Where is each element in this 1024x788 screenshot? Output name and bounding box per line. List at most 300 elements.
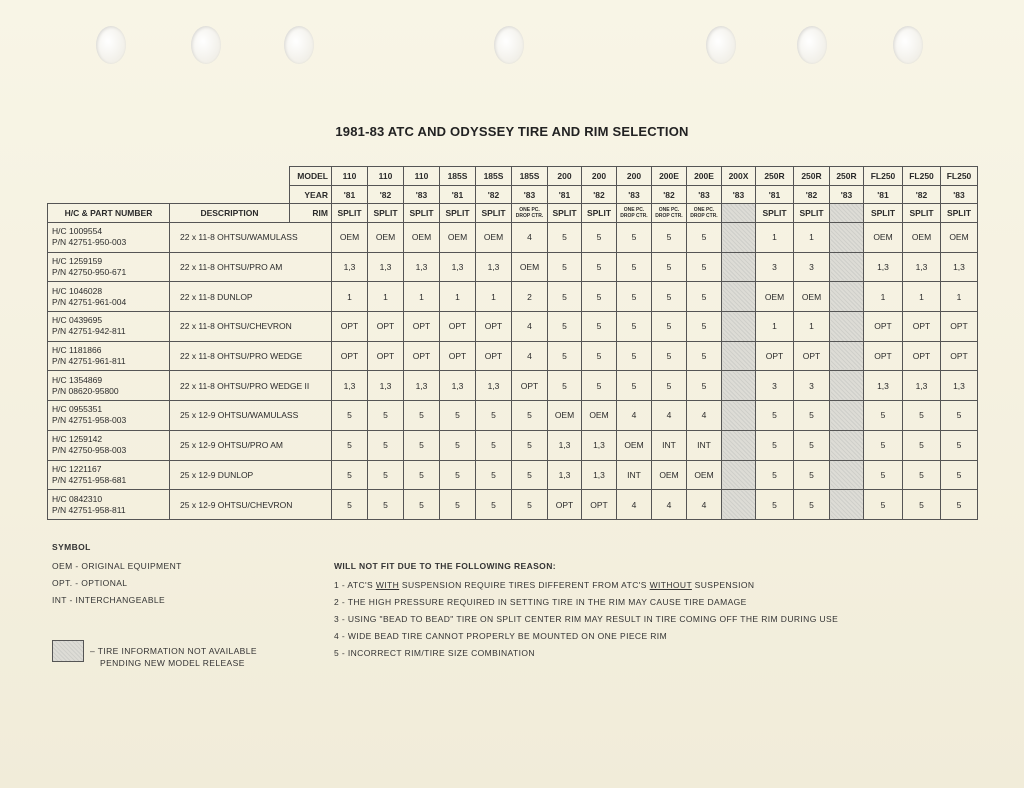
fit-cell: 5: [941, 430, 978, 460]
punch-hole: [494, 26, 524, 64]
rim-cell: SPLIT: [756, 204, 794, 223]
fit-cell: 5: [368, 430, 404, 460]
fit-cell: 4: [617, 401, 652, 431]
pn-number: P/N 08620-95800: [52, 385, 119, 396]
table-row: [48, 223, 978, 253]
fit-cell: OPT: [368, 341, 404, 371]
fit-cell: OPT: [548, 490, 582, 520]
fit-cell: 5: [941, 490, 978, 520]
table-row: [48, 401, 978, 431]
fit-cell: 5: [617, 252, 652, 282]
punch-hole: [284, 26, 314, 64]
tire-rim-table: [47, 166, 978, 520]
rim-cell: ONE PC. DROP CTR.: [617, 204, 652, 223]
rim-cell: SPLIT: [864, 204, 903, 223]
fit-cell: [830, 252, 864, 282]
fit-cell: 5: [652, 371, 687, 401]
fit-cell: 5: [617, 282, 652, 312]
fit-cell: 5: [548, 223, 582, 253]
fit-cell: 1,3: [404, 252, 440, 282]
fit-cell: OPT: [404, 312, 440, 342]
description-cell: 22 x 11-8 OHTSU/PRO WEDGE II: [170, 371, 332, 401]
fit-cell: 1: [864, 282, 903, 312]
fit-cell: 1,3: [941, 252, 978, 282]
year-cell: '81: [864, 186, 903, 204]
fit-cell: 5: [756, 401, 794, 431]
year-cell: '81: [332, 186, 368, 204]
fit-cell: 5: [368, 460, 404, 490]
fit-cell: 5: [794, 401, 830, 431]
fit-cell: 5: [582, 341, 617, 371]
reason-2: 2 - THE HIGH PRESSURE REQUIRED IN SETTING TIRE IN THE RIM MAY CAUSE TIRE DAMAGE: [334, 597, 747, 607]
fit-cell: [830, 401, 864, 431]
fit-cell: [722, 223, 756, 253]
model-cell: 110: [404, 167, 440, 186]
fit-cell: 1: [903, 282, 941, 312]
part-number-cell: [48, 460, 170, 490]
fit-cell: OPT: [582, 490, 617, 520]
fit-cell: 5: [404, 430, 440, 460]
fit-cell: INT: [617, 460, 652, 490]
punch-hole: [893, 26, 923, 64]
fit-cell: OPT: [476, 341, 512, 371]
year-cell: '82: [903, 186, 941, 204]
fit-cell: 1: [756, 312, 794, 342]
fit-cell: 1,3: [440, 371, 476, 401]
legend-item-oem: OEM - ORIGINAL EQUIPMENT: [52, 561, 182, 571]
fit-cell: 5: [687, 341, 722, 371]
fit-cell: OPT: [903, 341, 941, 371]
fit-cell: 5: [864, 490, 903, 520]
hc-number: H/C 1259159: [52, 256, 103, 267]
fit-cell: 5: [582, 223, 617, 253]
fit-cell: 3: [756, 371, 794, 401]
fit-cell: 5: [548, 282, 582, 312]
rim-cell: [830, 204, 864, 223]
fit-cell: [722, 371, 756, 401]
part-number-cell: [48, 282, 170, 312]
hc-number: H/C 1221167: [52, 463, 102, 474]
legend-item-int: INT - INTERCHANGEABLE: [52, 595, 166, 605]
hc-number: H/C 0842310: [52, 493, 103, 504]
fit-cell: 5: [756, 430, 794, 460]
description-cell: 22 x 11-8 OHTSU/WAMULASS: [170, 223, 332, 253]
table-row: [48, 312, 978, 342]
rim-cell: [722, 204, 756, 223]
hc-number: H/C 1009554: [52, 226, 103, 237]
fit-cell: [830, 341, 864, 371]
model-cell: 250R: [794, 167, 830, 186]
fit-cell: 4: [687, 490, 722, 520]
year-cell: '82: [652, 186, 687, 204]
fit-cell: 5: [903, 460, 941, 490]
reasons-title: WILL NOT FIT DUE TO THE FOLLOWING REASON:: [334, 561, 556, 571]
description-cell: 22 x 11-8 OHTSU/CHEVRON: [170, 312, 332, 342]
fit-cell: 1: [404, 282, 440, 312]
reason-4: 4 - WIDE BEAD TIRE CANNOT PROPERLY BE MOUNTED ON ONE PIECE RIM: [334, 631, 668, 641]
part-number-cell: [48, 312, 170, 342]
fit-cell: 1,3: [582, 460, 617, 490]
fit-cell: 5: [548, 341, 582, 371]
year-cell: '81: [548, 186, 582, 204]
model-cell: 185S: [440, 167, 476, 186]
year-cell: '81: [440, 186, 476, 204]
fit-cell: 5: [794, 430, 830, 460]
fit-cell: 5: [794, 490, 830, 520]
year-label: YEAR: [290, 186, 332, 204]
rim-cell: ONE PC. DROP CTR.: [687, 204, 722, 223]
fit-cell: 1,3: [332, 371, 368, 401]
part-number-cell: [48, 252, 170, 282]
fit-cell: [722, 401, 756, 431]
fit-cell: 5: [512, 430, 548, 460]
fit-cell: [830, 223, 864, 253]
table-row: [48, 282, 978, 312]
rim-cell: SPLIT: [440, 204, 476, 223]
fit-cell: OEM: [687, 460, 722, 490]
rim-cell: SPLIT: [368, 204, 404, 223]
fit-cell: 1,3: [903, 371, 941, 401]
table-row: [48, 371, 978, 401]
year-cell: '83: [617, 186, 652, 204]
part-number-cell: [48, 401, 170, 431]
fit-cell: OEM: [332, 223, 368, 253]
fit-cell: [830, 371, 864, 401]
fit-cell: 5: [617, 312, 652, 342]
fit-cell: 5: [476, 490, 512, 520]
pn-number: P/N 42750-950-671: [52, 267, 127, 278]
description-header: DESCRIPTION: [170, 204, 290, 223]
fit-cell: 1,3: [864, 371, 903, 401]
fit-cell: 5: [476, 430, 512, 460]
fit-cell: 5: [440, 460, 476, 490]
fit-cell: 1,3: [548, 460, 582, 490]
fit-cell: 5: [548, 371, 582, 401]
fit-cell: 5: [512, 460, 548, 490]
rim-cell: SPLIT: [582, 204, 617, 223]
punch-hole: [96, 26, 126, 64]
fit-cell: 4: [512, 341, 548, 371]
fit-cell: 5: [404, 401, 440, 431]
fit-cell: 5: [903, 490, 941, 520]
fit-cell: 5: [404, 490, 440, 520]
fit-cell: 5: [440, 430, 476, 460]
fit-cell: 5: [332, 490, 368, 520]
fit-cell: 1: [794, 223, 830, 253]
fit-cell: 5: [652, 252, 687, 282]
fit-cell: [830, 312, 864, 342]
pn-number: P/N 42751-961-811: [52, 356, 126, 367]
model-cell: 200E: [687, 167, 722, 186]
fit-cell: 5: [687, 282, 722, 312]
description-cell: 25 x 12-9 OHTSU/CHEVRON: [170, 490, 332, 520]
fit-cell: 5: [548, 252, 582, 282]
model-label: MODEL: [290, 167, 332, 186]
hc-number: H/C 1259142: [52, 434, 103, 445]
fit-cell: OPT: [512, 371, 548, 401]
fit-cell: OEM: [652, 460, 687, 490]
punch-hole: [191, 26, 221, 64]
fit-cell: 5: [368, 401, 404, 431]
fit-cell: 5: [582, 312, 617, 342]
year-cell: '81: [756, 186, 794, 204]
rim-cell: SPLIT: [794, 204, 830, 223]
reason-5: 5 - INCORRECT RIM/TIRE SIZE COMBINATION: [334, 648, 535, 658]
legend-title: SYMBOL: [52, 542, 91, 552]
table-row: [48, 341, 978, 371]
fit-cell: OEM: [864, 223, 903, 253]
year-cell: '82: [476, 186, 512, 204]
fit-cell: OEM: [756, 282, 794, 312]
rim-cell: SPLIT: [548, 204, 582, 223]
fit-cell: 5: [941, 460, 978, 490]
model-cell: 200X: [722, 167, 756, 186]
fit-cell: [830, 282, 864, 312]
part-number-cell: [48, 341, 170, 371]
pn-number: P/N 42751-958-003: [52, 415, 127, 426]
fit-cell: OEM: [617, 430, 652, 460]
fit-reasons: [334, 561, 838, 665]
fit-cell: OEM: [368, 223, 404, 253]
fit-cell: 1: [332, 282, 368, 312]
fit-cell: 4: [512, 312, 548, 342]
fit-cell: 1,3: [548, 430, 582, 460]
table-row: [48, 430, 978, 460]
fit-cell: 1,3: [582, 430, 617, 460]
fit-cell: 5: [941, 401, 978, 431]
fit-cell: 5: [582, 252, 617, 282]
fit-cell: OEM: [794, 282, 830, 312]
fit-cell: 5: [582, 282, 617, 312]
hc-number: H/C 0439695: [52, 315, 103, 326]
fit-cell: OEM: [941, 223, 978, 253]
year-cell: '82: [368, 186, 404, 204]
model-cell: 110: [368, 167, 404, 186]
pn-number: P/N 42750-958-003: [52, 445, 127, 456]
table-row: [48, 252, 978, 282]
model-cell: FL250: [941, 167, 978, 186]
pn-number: P/N 42751-961-004: [52, 296, 127, 307]
fit-cell: 5: [332, 430, 368, 460]
fit-cell: [722, 460, 756, 490]
na-note-line1: – TIRE INFORMATION NOT AVAILABLE: [90, 646, 257, 656]
fit-cell: OPT: [440, 312, 476, 342]
fit-cell: 5: [864, 401, 903, 431]
fit-cell: 5: [756, 460, 794, 490]
fit-cell: 1,3: [941, 371, 978, 401]
reason-3: 3 - USING "BEAD TO BEAD" TIRE ON SPLIT CENTER RIM MAY RESULT IN TIRE COMING OFF THE RIM DURING USE: [334, 614, 839, 624]
fit-cell: OEM: [404, 223, 440, 253]
fit-cell: 3: [794, 371, 830, 401]
fit-cell: 4: [652, 401, 687, 431]
fit-cell: 1,3: [476, 371, 512, 401]
rim-cell: ONE PC. DROP CTR.: [512, 204, 548, 223]
year-cell: '82: [582, 186, 617, 204]
table-row: [48, 490, 978, 520]
fit-cell: OPT: [404, 341, 440, 371]
fit-cell: 5: [617, 341, 652, 371]
description-cell: 25 x 12-9 OHTSU/WAMULASS: [170, 401, 332, 431]
header-row-year: [48, 186, 978, 204]
symbol-legend: [52, 542, 182, 612]
model-cell: 185S: [476, 167, 512, 186]
fit-cell: OEM: [903, 223, 941, 253]
model-cell: 110: [332, 167, 368, 186]
rim-cell: SPLIT: [332, 204, 368, 223]
fit-cell: OPT: [476, 312, 512, 342]
model-cell: 200: [582, 167, 617, 186]
rim-cell: ONE PC. DROP CTR.: [652, 204, 687, 223]
year-cell: '83: [512, 186, 548, 204]
fit-cell: 1: [368, 282, 404, 312]
fit-cell: 5: [903, 430, 941, 460]
description-cell: 22 x 11-8 DUNLOP: [170, 282, 332, 312]
header-row-model: [48, 167, 978, 186]
fit-cell: INT: [687, 430, 722, 460]
fit-cell: 4: [652, 490, 687, 520]
punch-hole: [797, 26, 827, 64]
fit-cell: OPT: [864, 312, 903, 342]
fit-cell: 5: [903, 401, 941, 431]
fit-cell: 1: [941, 282, 978, 312]
fit-cell: [830, 430, 864, 460]
fit-cell: 5: [440, 490, 476, 520]
year-cell: '83: [830, 186, 864, 204]
hc-number: H/C 1354869: [52, 374, 103, 385]
fit-cell: 4: [687, 401, 722, 431]
fit-cell: 5: [404, 460, 440, 490]
hc-number: H/C 1046028: [52, 285, 103, 296]
fit-cell: [830, 490, 864, 520]
year-cell: '83: [941, 186, 978, 204]
fit-cell: 5: [652, 312, 687, 342]
fit-cell: 5: [617, 223, 652, 253]
fit-cell: 1,3: [368, 371, 404, 401]
fit-cell: [722, 490, 756, 520]
pn-number: P/N 42751-950-003: [52, 237, 127, 248]
fit-cell: 5: [864, 430, 903, 460]
hc-number: H/C 0955351: [52, 404, 103, 415]
fit-cell: [722, 430, 756, 460]
year-cell: '82: [794, 186, 830, 204]
fit-cell: 5: [687, 312, 722, 342]
fit-cell: 5: [652, 341, 687, 371]
pn-number: P/N 42751-942-811: [52, 326, 126, 337]
fit-cell: OEM: [440, 223, 476, 253]
pn-number: P/N 42751-958-811: [52, 504, 126, 515]
fit-cell: 1,3: [864, 252, 903, 282]
fit-cell: 5: [652, 282, 687, 312]
fit-cell: 1,3: [440, 252, 476, 282]
part-number-header: H/C & PART NUMBER: [48, 204, 170, 223]
fit-cell: OPT: [903, 312, 941, 342]
reason-1: 1 - ATC'S WITH SUSPENSION REQUIRE TIRES DIFFERENT FROM ATC'S WITHOUT SUSPENSION: [334, 580, 755, 590]
fit-cell: 5: [756, 490, 794, 520]
fit-cell: 5: [476, 401, 512, 431]
fit-cell: OEM: [476, 223, 512, 253]
model-cell: 200: [617, 167, 652, 186]
fit-cell: 5: [687, 223, 722, 253]
fit-cell: 1,3: [476, 252, 512, 282]
fit-cell: 4: [512, 223, 548, 253]
header-row-rim: [48, 204, 978, 223]
description-cell: 25 x 12-9 OHTSU/PRO AM: [170, 430, 332, 460]
fit-cell: OEM: [582, 401, 617, 431]
fit-cell: 5: [687, 371, 722, 401]
pn-number: P/N 42751-958-681: [52, 474, 127, 485]
na-note-line2: PENDING NEW MODEL RELEASE: [100, 658, 245, 668]
fit-cell: 5: [687, 252, 722, 282]
model-cell: 250R: [756, 167, 794, 186]
fit-cell: 3: [794, 252, 830, 282]
fit-cell: 5: [548, 312, 582, 342]
fit-cell: OPT: [941, 312, 978, 342]
blank-cell: [48, 167, 290, 186]
part-number-cell: [48, 490, 170, 520]
model-cell: 200E: [652, 167, 687, 186]
fit-cell: 5: [440, 401, 476, 431]
fit-cell: OPT: [368, 312, 404, 342]
fit-cell: OPT: [864, 341, 903, 371]
year-cell: '83: [722, 186, 756, 204]
fit-cell: 5: [582, 371, 617, 401]
fit-cell: OPT: [440, 341, 476, 371]
fit-cell: 4: [617, 490, 652, 520]
fit-cell: OPT: [794, 341, 830, 371]
model-cell: FL250: [903, 167, 941, 186]
fit-cell: 5: [617, 371, 652, 401]
fit-cell: 1: [476, 282, 512, 312]
legend-item-opt: OPT. - OPTIONAL: [52, 578, 128, 588]
na-note: [90, 645, 257, 669]
fit-cell: 5: [512, 401, 548, 431]
description-cell: 22 x 11-8 OHTSU/PRO WEDGE: [170, 341, 332, 371]
year-cell: '83: [404, 186, 440, 204]
year-cell: '83: [687, 186, 722, 204]
fit-cell: 1: [756, 223, 794, 253]
fit-cell: 5: [864, 460, 903, 490]
fit-cell: OPT: [941, 341, 978, 371]
fit-cell: 5: [332, 401, 368, 431]
table-row: [48, 460, 978, 490]
model-cell: 185S: [512, 167, 548, 186]
model-cell: FL250: [864, 167, 903, 186]
fit-cell: OEM: [548, 401, 582, 431]
description-cell: 22 x 11-8 OHTSU/PRO AM: [170, 252, 332, 282]
fit-cell: 5: [332, 460, 368, 490]
fit-cell: 5: [476, 460, 512, 490]
description-cell: 25 x 12-9 DUNLOP: [170, 460, 332, 490]
rim-cell: SPLIT: [903, 204, 941, 223]
fit-cell: OPT: [756, 341, 794, 371]
fit-cell: OPT: [332, 341, 368, 371]
na-swatch: [52, 640, 84, 662]
fit-cell: [722, 282, 756, 312]
fit-cell: [722, 252, 756, 282]
fit-cell: 5: [368, 490, 404, 520]
rim-cell: SPLIT: [476, 204, 512, 223]
model-cell: 200: [548, 167, 582, 186]
fit-cell: 1: [440, 282, 476, 312]
hc-number: H/C 1181866: [52, 345, 102, 356]
document-title: 1981-83 ATC AND ODYSSEY TIRE AND RIM SELECTION: [335, 124, 689, 139]
fit-cell: 2: [512, 282, 548, 312]
model-cell: 250R: [830, 167, 864, 186]
fit-cell: 1,3: [903, 252, 941, 282]
fit-cell: [830, 460, 864, 490]
rim-cell: SPLIT: [941, 204, 978, 223]
fit-cell: INT: [652, 430, 687, 460]
